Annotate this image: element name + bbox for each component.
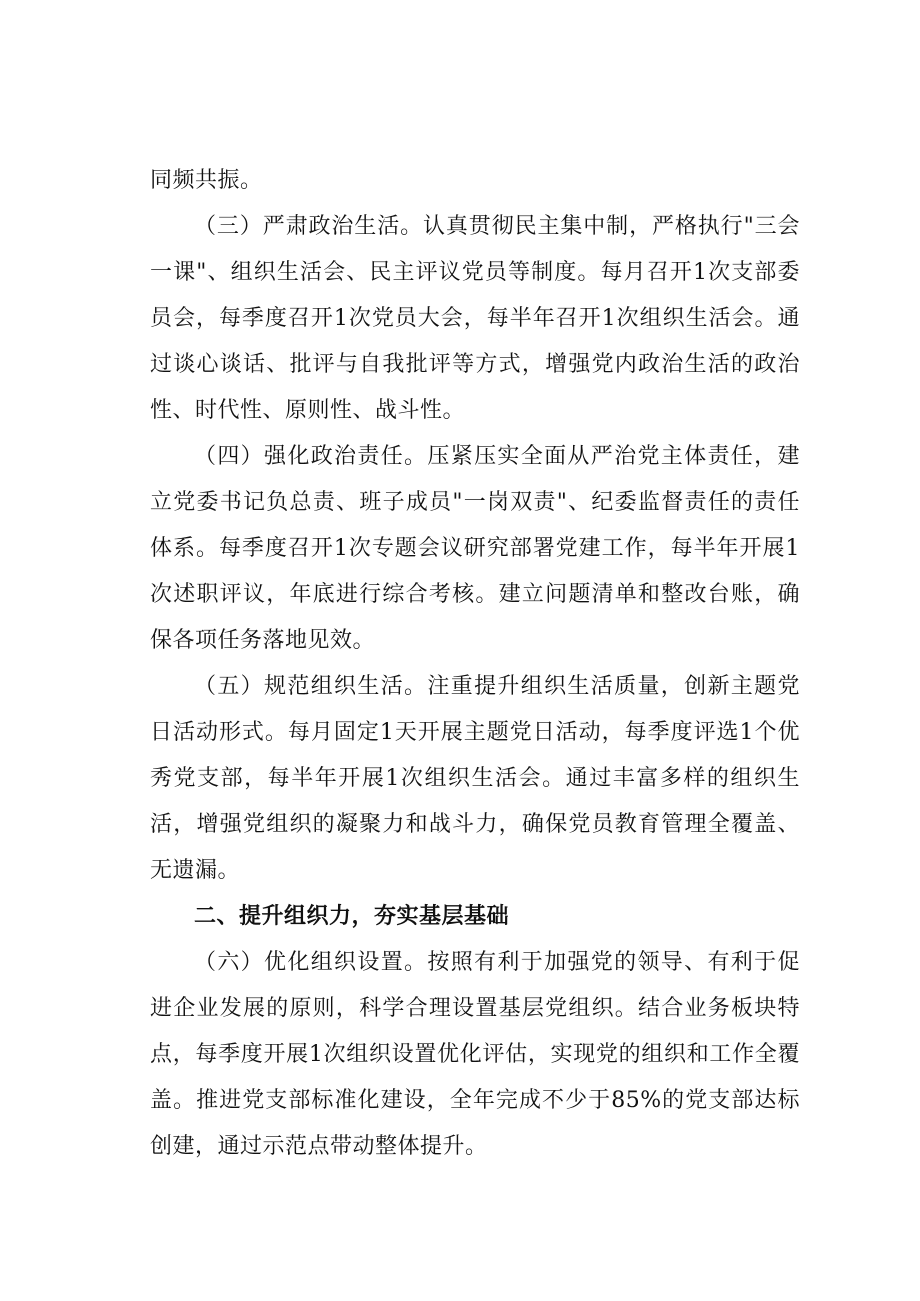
paragraph-strict-political-life: （三）严肃政治生活。认真贯彻民主集中制，严格执行"三会一课"、组织生活会、民主评议党员等制度。每月召开1次支部委员会，每季度召开1次党员大会，每半年召开1次组织生活会。通过谈心谈话、批评与自我批评等方式，增强党内政治生活的政治性、时代性、原则性、战斗性。 — [150, 214, 800, 423]
document-page — [150, 158, 800, 1170]
paragraph-organization-setup: （六）优化组织设置。按照有利于加强党的领导、有利于促进企业发展的原则，科学合理设置基层党组织。结合业务板块特点，每季度开展1次组织设置优化评估，实现党的组织和工作全覆盖。推进党支部标准化建设，全年完成不少于85%的党支部达标创建，通过示范点带动整体提升。 — [150, 950, 800, 1159]
paragraph-continuation: 同频共振。 — [150, 168, 263, 193]
paragraph-organizational-life: （五）规范组织生活。注重提升组织生活质量，创新主题党日活动形式。每月固定1天开展主题党日活动，每季度评选1个优秀党支部，每半年开展1次组织生活会。通过丰富多样的组织生活，增强党组织的凝聚力和战斗力，确保党员教育管理全覆盖、无遗漏。 — [150, 674, 800, 883]
section-heading-2: 二、提升组织力，夯实基层基础 — [194, 904, 510, 929]
paragraph-political-responsibility: （四）强化政治责任。压紧压实全面从严治党主体责任，建立党委书记负总责、班子成员"一岗双责"、纪委监督责任的责任体系。每季度召开1次专题会议研究部署党建工作，每半年开展1次述职评议，年底进行综合考核。建立问题清单和整改台账，确保各项任务落地见效。 — [150, 444, 800, 653]
